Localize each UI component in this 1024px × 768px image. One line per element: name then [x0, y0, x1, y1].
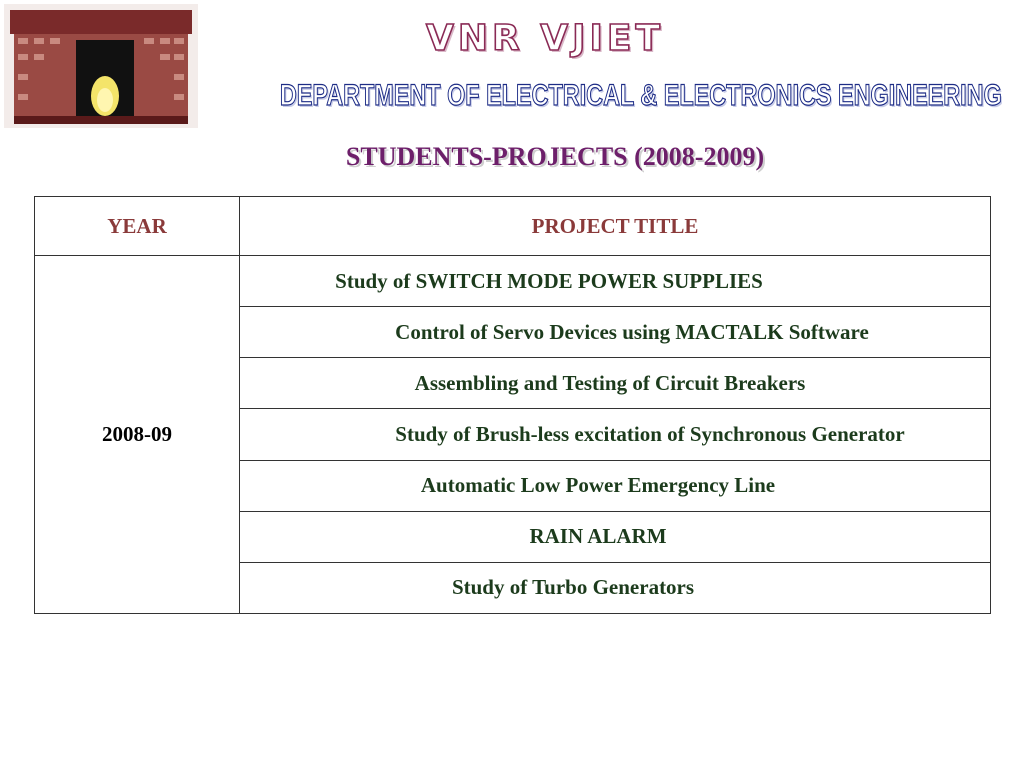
project-title-column-header: PROJECT TITLE [240, 197, 991, 256]
department-title: DEPARTMENT OF ELECTRICAL & ELECTRONICS ENGINEERING [279, 79, 1002, 112]
project-title-cell: Automatic Low Power Emergency Line [240, 460, 991, 511]
project-title-cell: Control of Servo Devices using MACTALK Software [240, 307, 991, 358]
institution-title: VNR VJIET [425, 18, 665, 59]
college-gate-logo-icon [4, 4, 198, 128]
project-title-cell: Study of Brush-less excitation of Synchronous Generator [240, 409, 991, 460]
project-title-cell: Study of Turbo Generators [240, 562, 991, 613]
year-cell: 2008-09 [35, 256, 240, 614]
year-column-header: YEAR [35, 197, 240, 256]
college-logo [4, 4, 198, 128]
projects-table [34, 196, 991, 614]
project-title-cell: Study of SWITCH MODE POWER SUPPLIES [240, 256, 991, 307]
project-title-cell: RAIN ALARM [240, 511, 991, 562]
table-row [35, 256, 991, 307]
table-header-row [35, 197, 991, 256]
project-title-cell: Assembling and Testing of Circuit Breakers [240, 358, 991, 409]
page-title: STUDENTS-PROJECTS (2008-2009) [345, 142, 765, 171]
